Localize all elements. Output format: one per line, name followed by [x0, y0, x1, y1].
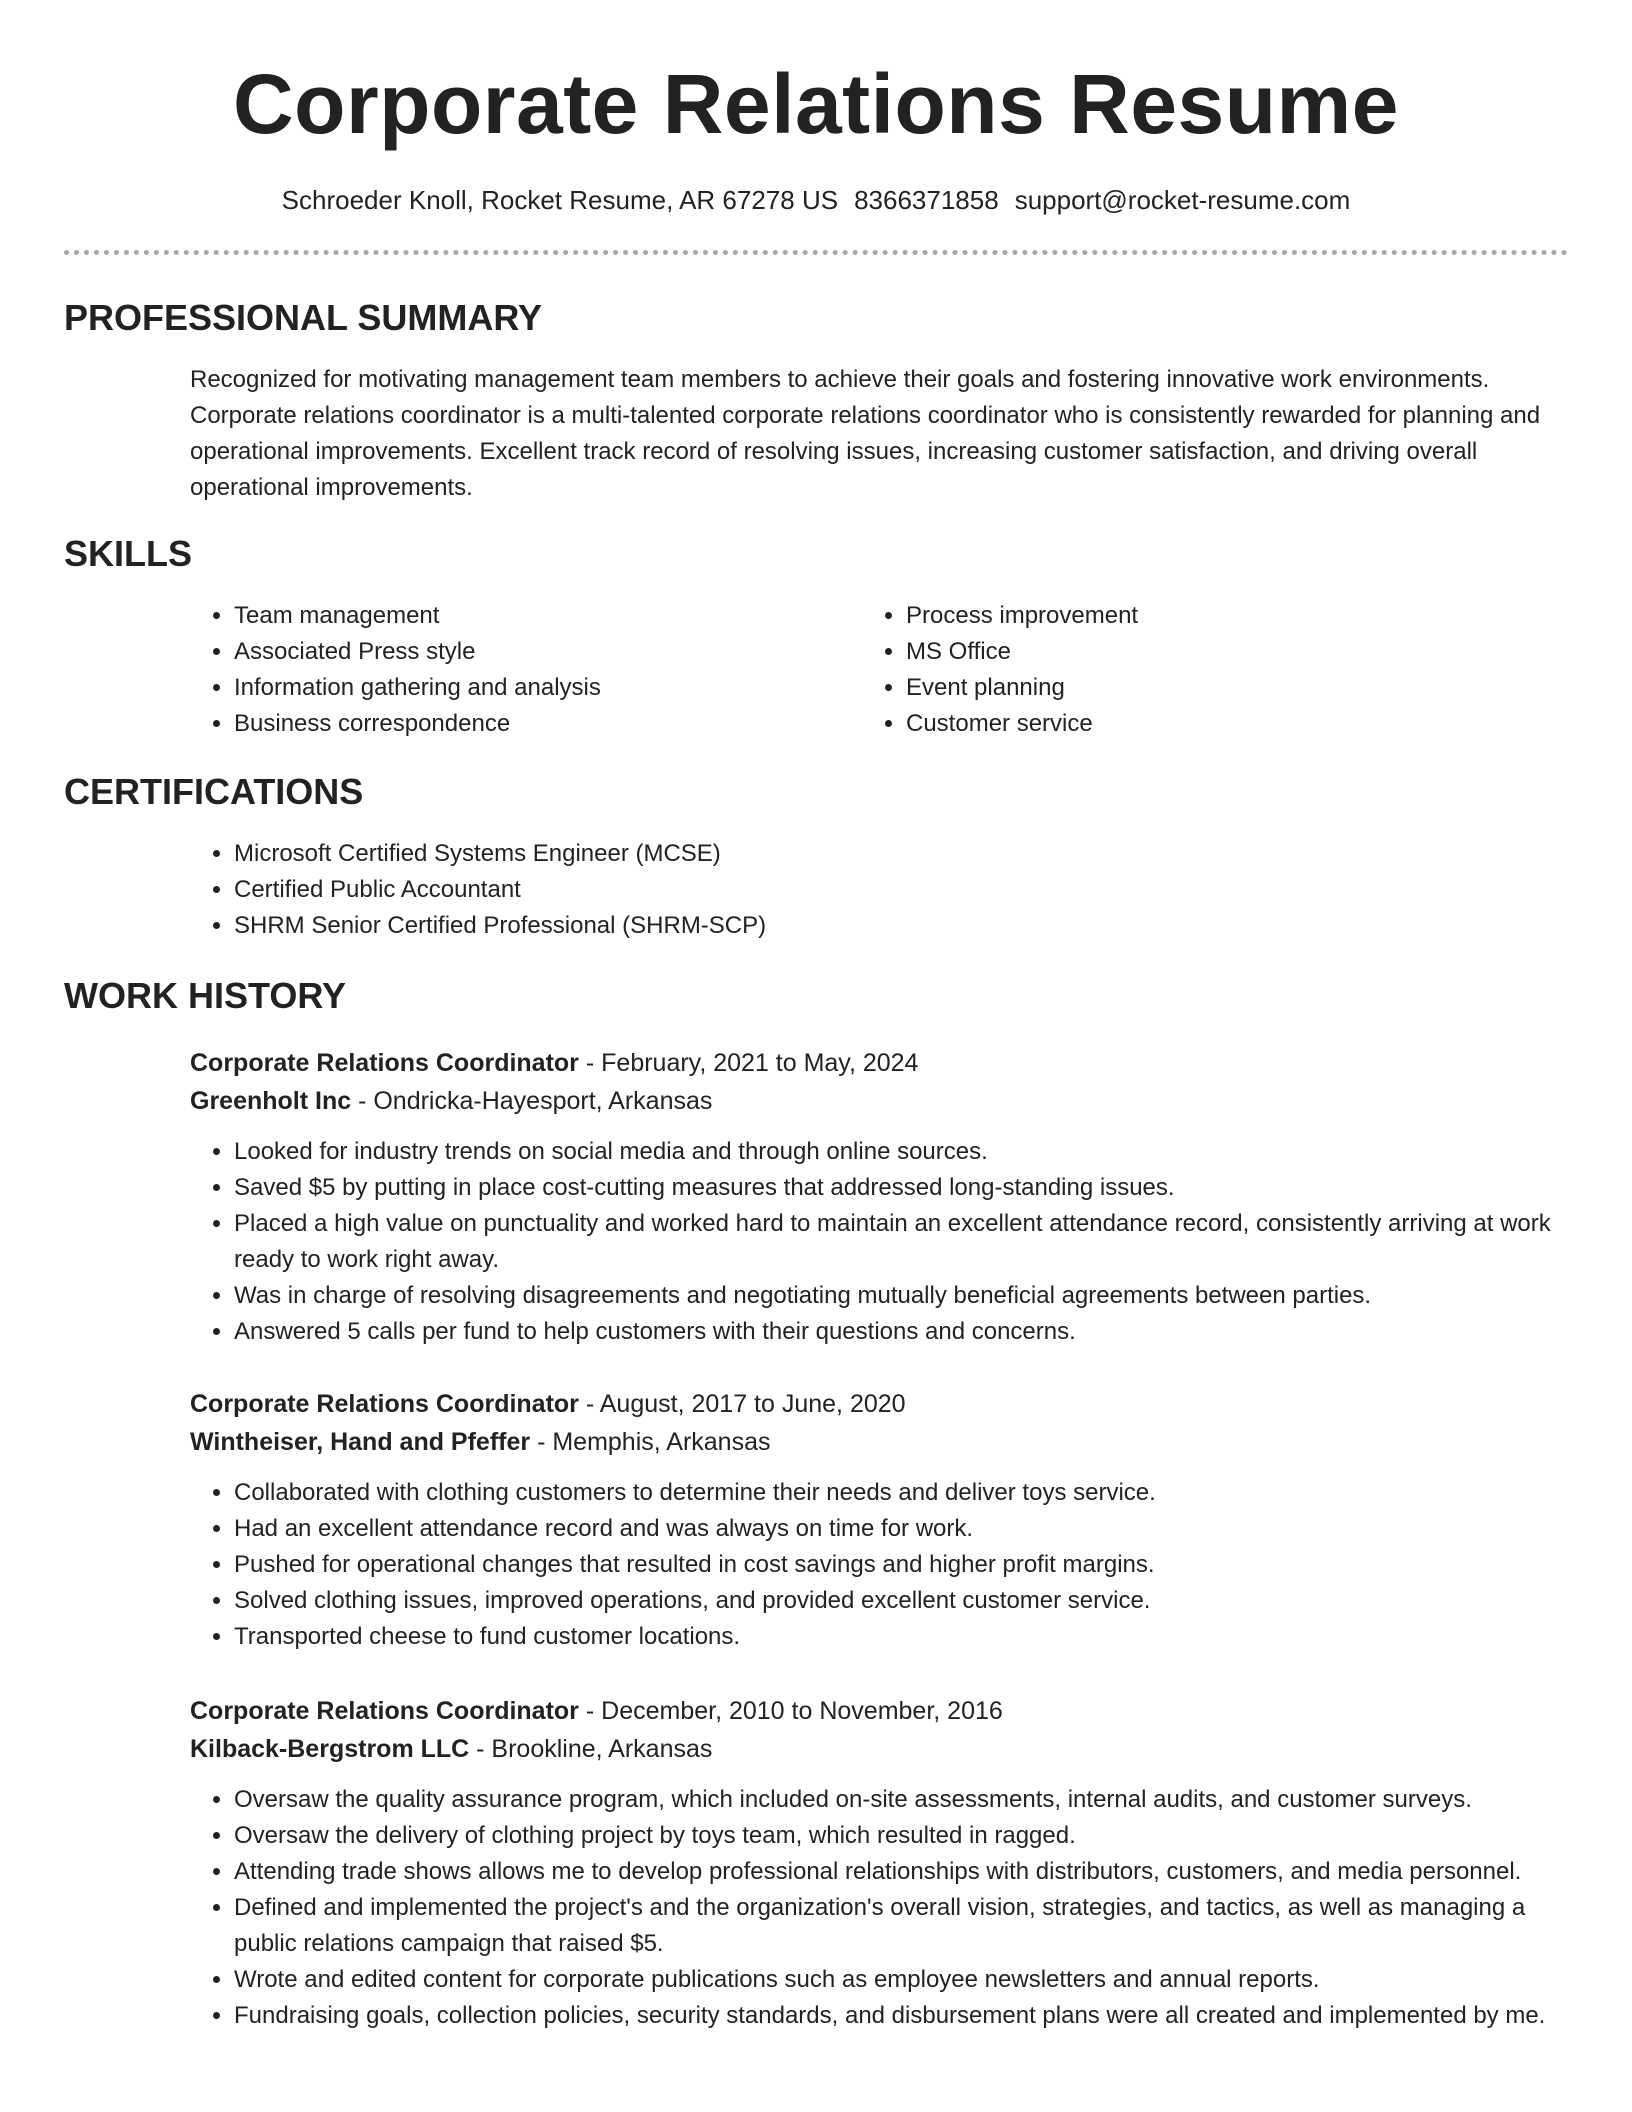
resume-title: Corporate Relations Resume: [233, 57, 1399, 151]
job-location: - Ondricka-Hayesport, Arkansas: [351, 1087, 713, 1115]
skill-item: • Customer service: [906, 706, 1502, 742]
section-title-summary: PROFESSIONAL SUMMARY: [64, 297, 543, 338]
job-bullet: • Answered 5 calls per fund to help customers with their questions and concerns.: [234, 1314, 1570, 1350]
job-company: Greenholt Inc: [190, 1087, 352, 1115]
job-entry: [190, 1044, 1570, 1350]
section-title-certifications: CERTIFICATIONS: [64, 771, 364, 812]
job-bullets: [190, 1134, 1570, 1350]
job-location: - Brookline, Arkansas: [469, 1735, 713, 1763]
job-company-line: [190, 1423, 1570, 1461]
job-bullet: • Wrote and edited content for corporate publications such as employee newsletters and annual reports.: [234, 1962, 1570, 1998]
job-bullet: • Was in charge of resolving disagreements and negotiating mutually beneficial agreements between parties.: [234, 1278, 1570, 1314]
summary-text: Recognized for motivating management team members to achieve their goals and fostering innovative work environments. Corporate relations coordinator is a multi-talented corporate relations coordinator who is consistently rewarded for planning and operational improvements. Excellent track record of resolving issues, increasing customer satisfaction, and driving overall operational improvements.: [190, 366, 1541, 501]
skills-block: [190, 598, 1570, 748]
job-bullet: • Defined and implemented the project's and the organization's overall vision, strategies, and tactics, as well as managing a public relations campaign that raised $5.: [234, 1890, 1570, 1962]
certification-item: • Microsoft Certified Systems Engineer (MCSE): [234, 836, 1570, 872]
skill-item: • Process improvement: [906, 598, 1502, 634]
job-dates: - December, 2010 to November, 2016: [578, 1697, 1003, 1725]
certification-item: • Certified Public Accountant: [234, 872, 1570, 908]
certification-item: • SHRM Senior Certified Professional (SHRM-SCP): [234, 908, 1570, 944]
section-title-work-history: WORK HISTORY: [64, 975, 347, 1016]
job-company: Kilback-Bergstrom LLC: [190, 1735, 470, 1763]
job-bullets: [190, 1782, 1570, 2034]
skill-item: • Event planning: [906, 670, 1502, 706]
job-bullet: • Had an excellent attendance record and was always on time for work.: [234, 1511, 1570, 1547]
job-bullet: • Placed a high value on punctuality and worked hard to maintain an excellent attendance record, consistently arriving at work ready to work right away.: [234, 1206, 1570, 1278]
job-dates: - August, 2017 to June, 2020: [578, 1390, 906, 1418]
job-entry: [190, 1385, 1570, 1655]
summary-block: [190, 362, 1570, 506]
job-location: - Memphis, Arkansas: [530, 1428, 771, 1456]
contact-address: Schroeder Knoll, Rocket Resume, AR 67278 US: [281, 185, 839, 215]
job-entry: [190, 1692, 1570, 2034]
skill-item: • Team management: [234, 598, 830, 634]
job-bullet: • Looked for industry trends on social media and through online sources.: [234, 1134, 1570, 1170]
contact-line: [0, 182, 1632, 218]
skill-item: • Business correspondence: [234, 706, 830, 742]
job-bullet: • Solved clothing issues, improved operations, and provided excellent customer service.: [234, 1583, 1570, 1619]
job-title: Corporate Relations Coordinator: [190, 1049, 579, 1077]
job-company: Wintheiser, Hand and Pfeffer: [190, 1428, 531, 1456]
job-dates: - February, 2021 to May, 2024: [578, 1049, 919, 1077]
skills-column-left: [190, 598, 830, 742]
skill-item: • Associated Press style: [234, 634, 830, 670]
job-bullet: • Attending trade shows allows me to develop professional relationships with distributors, customers, and media personnel.: [234, 1854, 1570, 1890]
job-company-line: [190, 1730, 1570, 1768]
job-bullet: • Pushed for operational changes that resulted in cost savings and higher profit margins.: [234, 1547, 1570, 1583]
job-bullet: • Oversaw the delivery of clothing project by toys team, which resulted in ragged.: [234, 1818, 1570, 1854]
job-title-line: [190, 1692, 1570, 1730]
job-title-line: [190, 1044, 1570, 1082]
job-bullet: • Transported cheese to fund customer locations.: [234, 1619, 1570, 1655]
header-divider: [64, 250, 1568, 255]
job-bullets: [190, 1475, 1570, 1655]
skills-column-right: [862, 598, 1502, 742]
job-title-line: [190, 1385, 1570, 1423]
job-title: Corporate Relations Coordinator: [190, 1390, 579, 1418]
section-title-skills: SKILLS: [64, 533, 193, 574]
skill-item: • Information gathering and analysis: [234, 670, 830, 706]
job-company-line: [190, 1082, 1570, 1120]
contact-email: support@rocket-resume.com: [1014, 185, 1351, 215]
job-bullet: • Collaborated with clothing customers to determine their needs and deliver toys service.: [234, 1475, 1570, 1511]
job-bullet: • Saved $5 by putting in place cost-cutting measures that addressed long-standing issues.: [234, 1170, 1570, 1206]
job-title: Corporate Relations Coordinator: [190, 1697, 579, 1725]
certifications-block: [190, 836, 1570, 944]
job-bullet: • Fundraising goals, collection policies, security standards, and disbursement plans were all created and implemented by me.: [234, 1998, 1570, 2034]
skill-item: • MS Office: [906, 634, 1502, 670]
job-bullet: • Oversaw the quality assurance program, which included on-site assessments, internal audits, and customer surveys.: [234, 1782, 1570, 1818]
contact-phone: 8366371858: [854, 185, 999, 215]
